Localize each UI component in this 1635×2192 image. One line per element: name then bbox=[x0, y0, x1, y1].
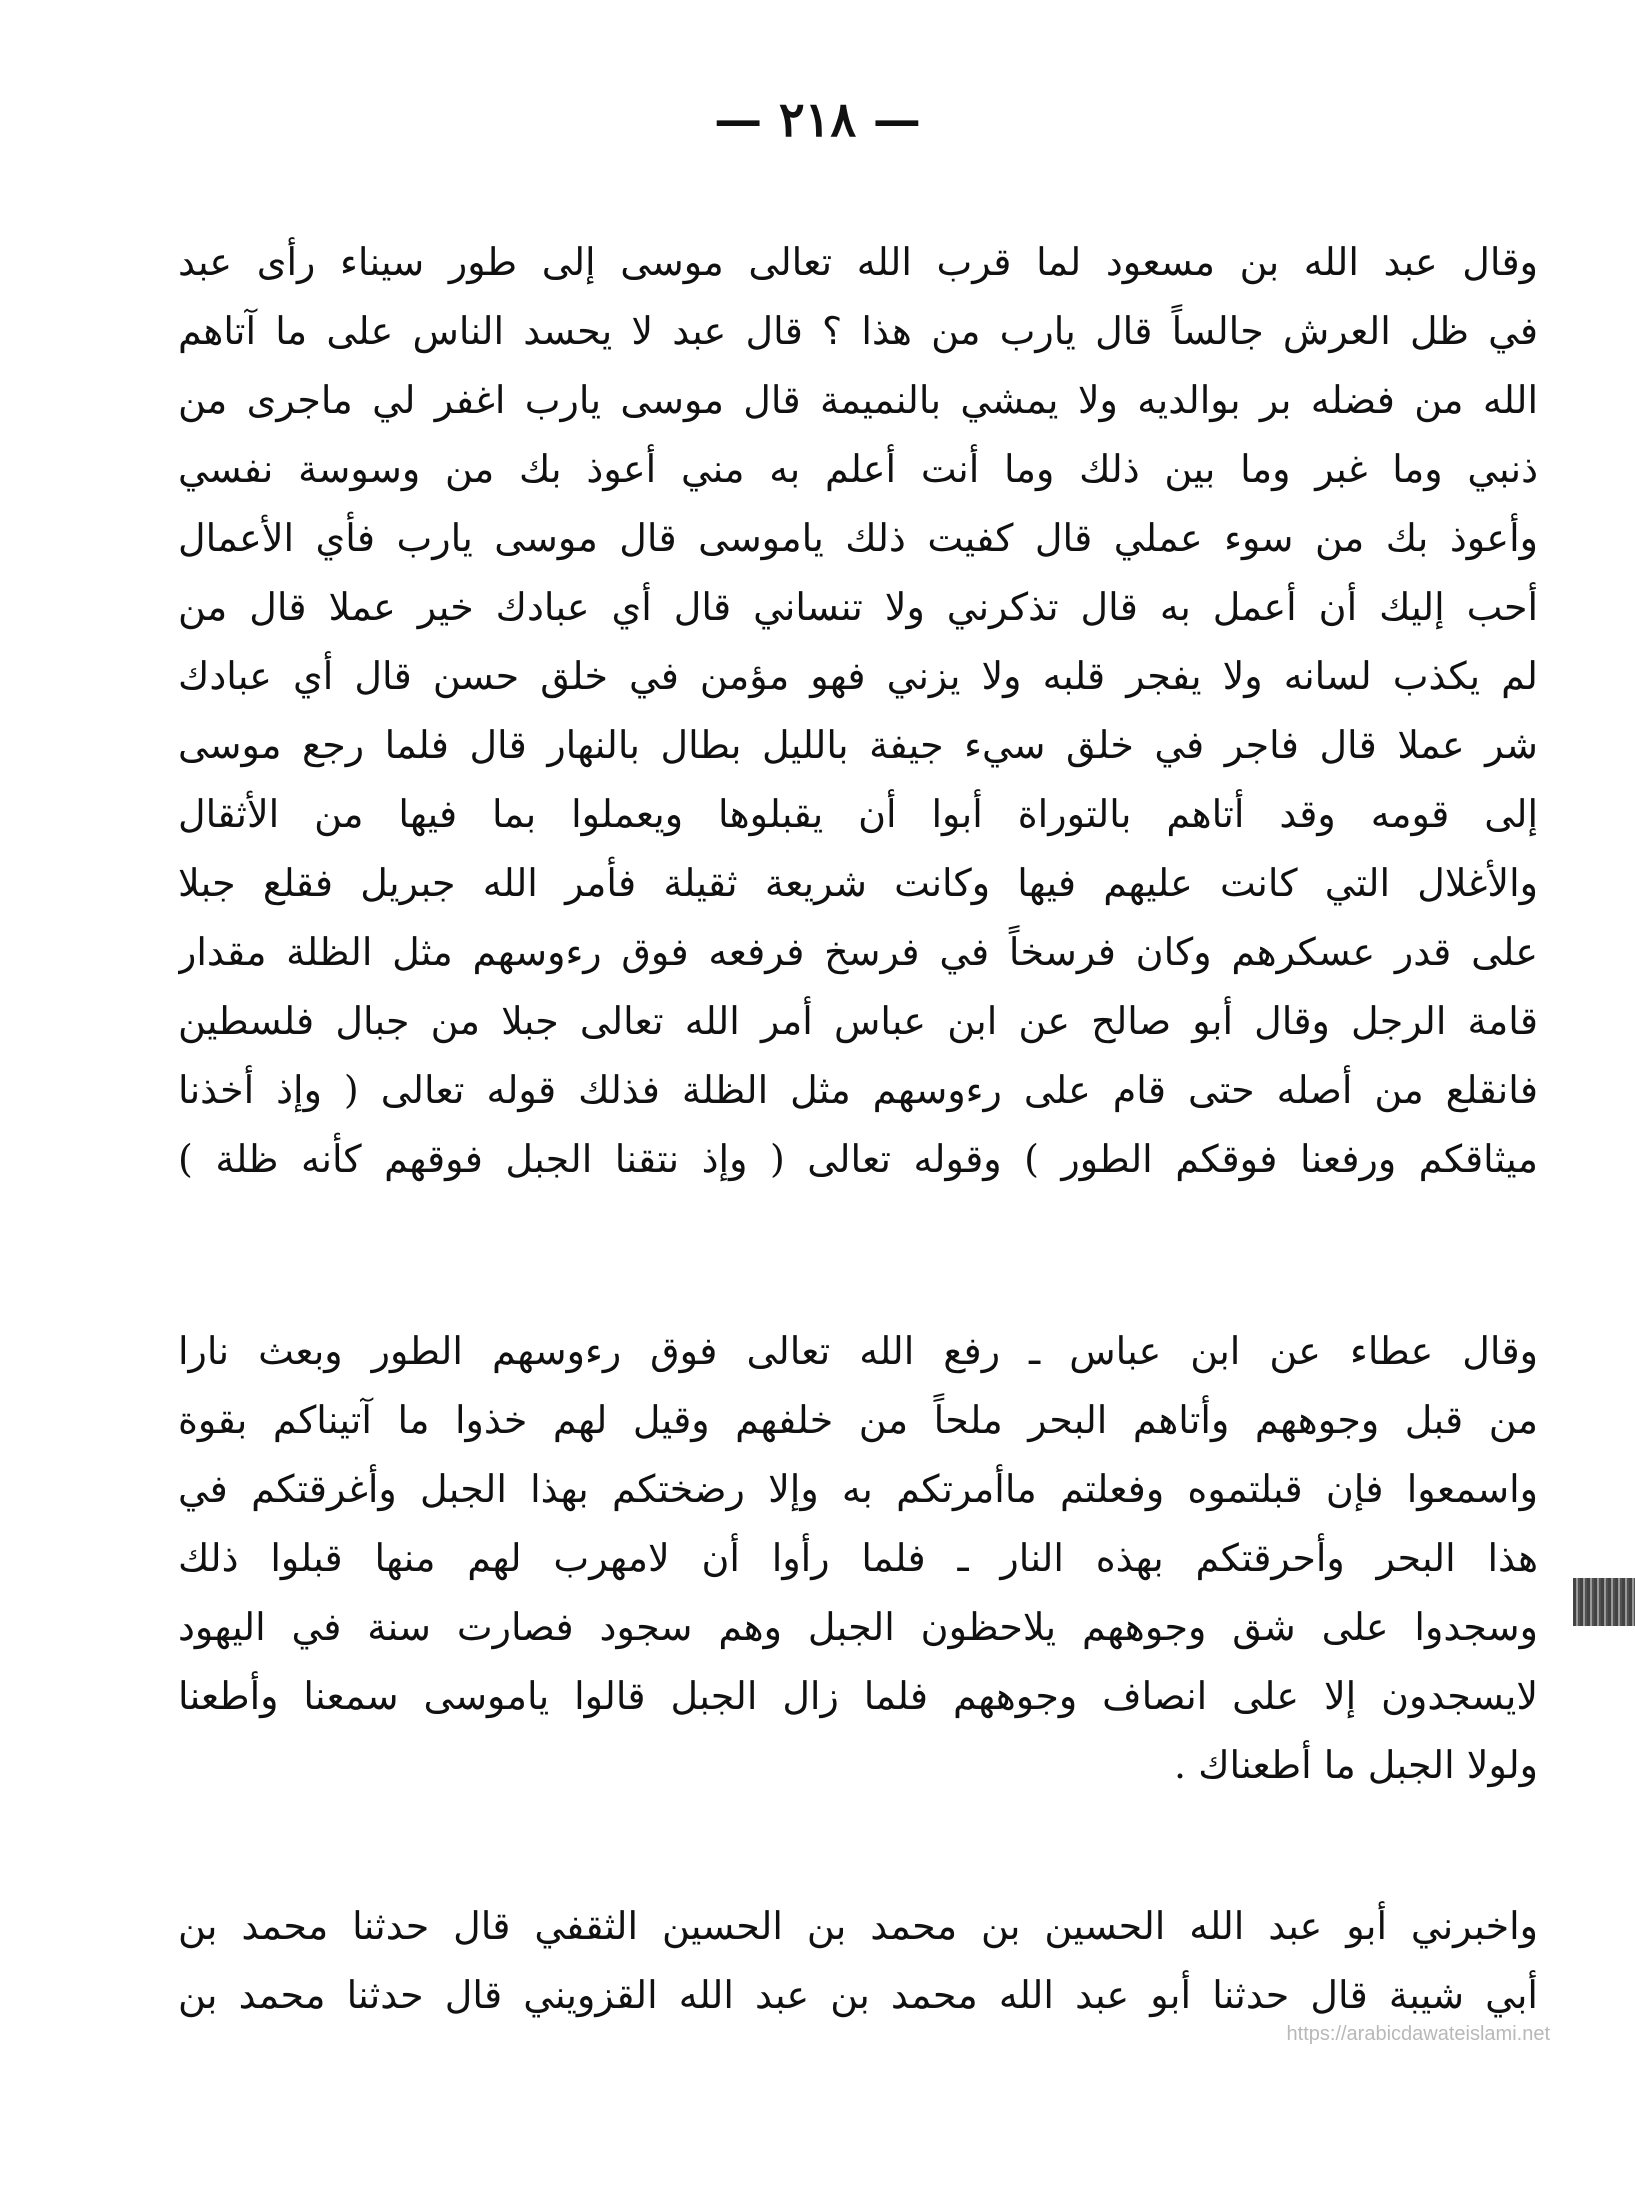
text-line: ذنبي وما غبر وما بين ذلك وما أنت أعلم به مني أعوذ بك من وسوسة نفسي bbox=[178, 447, 1538, 491]
text-line: إلى قومه وقد أتاهم بالتوراة أبوا أن يقبلوها ويعملوا بما فيها من الأثقال bbox=[178, 792, 1538, 836]
text-line: أبي شيبة قال حدثنا أبو عبد الله محمد بن عبد الله القزويني قال حدثنا محمد بن bbox=[178, 1973, 1538, 2017]
watermark: https://arabicdawateislami.net bbox=[1286, 2023, 1550, 2045]
page-number: — ٢١٨ — bbox=[714, 92, 921, 148]
text-line: قامة الرجل وقال أبو صالح عن ابن عباس أمر الله تعالى جبلا من جبال فلسطين bbox=[178, 999, 1538, 1043]
text-line: وقال عطاء عن ابن عباس ـ رفع الله تعالى فوق رءوسهم الطور وبعث نارا bbox=[178, 1329, 1538, 1373]
text-line: ميثاقكم ورفعنا فوقكم الطور ) وقوله تعالى ( وإذ نتقنا الجبل فوقهم كأنه ظلة ) bbox=[178, 1137, 1538, 1181]
text-line: هذا البحر وأحرقتكم بهذه النار ـ فلما رأوا أن لامهرب لهم منها قبلوا ذلك bbox=[178, 1536, 1538, 1580]
text-line: واخبرني أبو عبد الله الحسين بن محمد بن الحسين الثقفي قال حدثنا محمد بن bbox=[178, 1904, 1538, 1948]
text-line: لم يكذب لسانه ولا يفجر قلبه ولا يزني فهو مؤمن في خلق حسن قال أي عبادك bbox=[178, 654, 1538, 698]
text-line: واسمعوا فإن قبلتموه وفعلتم ماأمرتكم به وإلا رضختكم بهذا الجبل وأغرقتكم في bbox=[178, 1467, 1538, 1511]
text-line: فانقلع من أصله حتى قام على رءوسهم مثل الظلة فذلك قوله تعالى ( وإذ أخذنا bbox=[178, 1068, 1538, 1112]
text-line: لايسجدون إلا على انصاف وجوههم فلما زال الجبل قالوا ياموسى سمعنا وأطعنا bbox=[178, 1674, 1538, 1718]
paragraph-2 bbox=[178, 1317, 1538, 1800]
text-line: شر عملا قال فاجر في خلق سيء جيفة بالليل بطال بالنهار قال فلما رجع موسى bbox=[178, 723, 1538, 767]
text-line: على قدر عسكرهم وكان فرسخاً في فرسخ فرفعه فوق رءوسهم مثل الظلة مقدار bbox=[178, 930, 1538, 974]
text-line: والأغلال التي كانت عليهم فيها وكانت شريعة ثقيلة فأمر الله جبريل فقلع جبلا bbox=[178, 861, 1538, 905]
text-line: في ظل العرش جالساً قال يارب من هذا ؟ قال عبد لا يحسد الناس على ما آتاهم bbox=[178, 309, 1538, 353]
text-line: أحب إليك أن أعمل به قال تذكرني ولا تنساني قال أي عبادك خير عملا قال من bbox=[178, 585, 1538, 629]
scan-edge-mark bbox=[1573, 1578, 1635, 1626]
text-line: وسجدوا على شق وجوههم يلاحظون الجبل وهم سجود فصارت سنة في اليهود bbox=[178, 1605, 1538, 1649]
text-line: من قبل وجوههم وأتاهم البحر ملحاً من خلفهم وقيل لهم خذوا ما آتيناكم بقوة bbox=[178, 1398, 1538, 1442]
text-line: الله من فضله بر بوالديه ولا يمشي بالنميمة قال موسى يارب اغفر لي ماجرى من bbox=[178, 378, 1538, 422]
paragraph-1 bbox=[178, 228, 1538, 1194]
text-line: وقال عبد الله بن مسعود لما قرب الله تعالى موسى إلى طور سيناء رأى عبد bbox=[178, 240, 1538, 284]
paragraph-3 bbox=[178, 1892, 1538, 2030]
text-line: وأعوذ بك من سوء عملي قال كفيت ذلك ياموسى قال موسى يارب فأي الأعمال bbox=[178, 516, 1538, 560]
text-line: ولولا الجبل ما أطعناك . bbox=[1174, 1743, 1538, 1787]
